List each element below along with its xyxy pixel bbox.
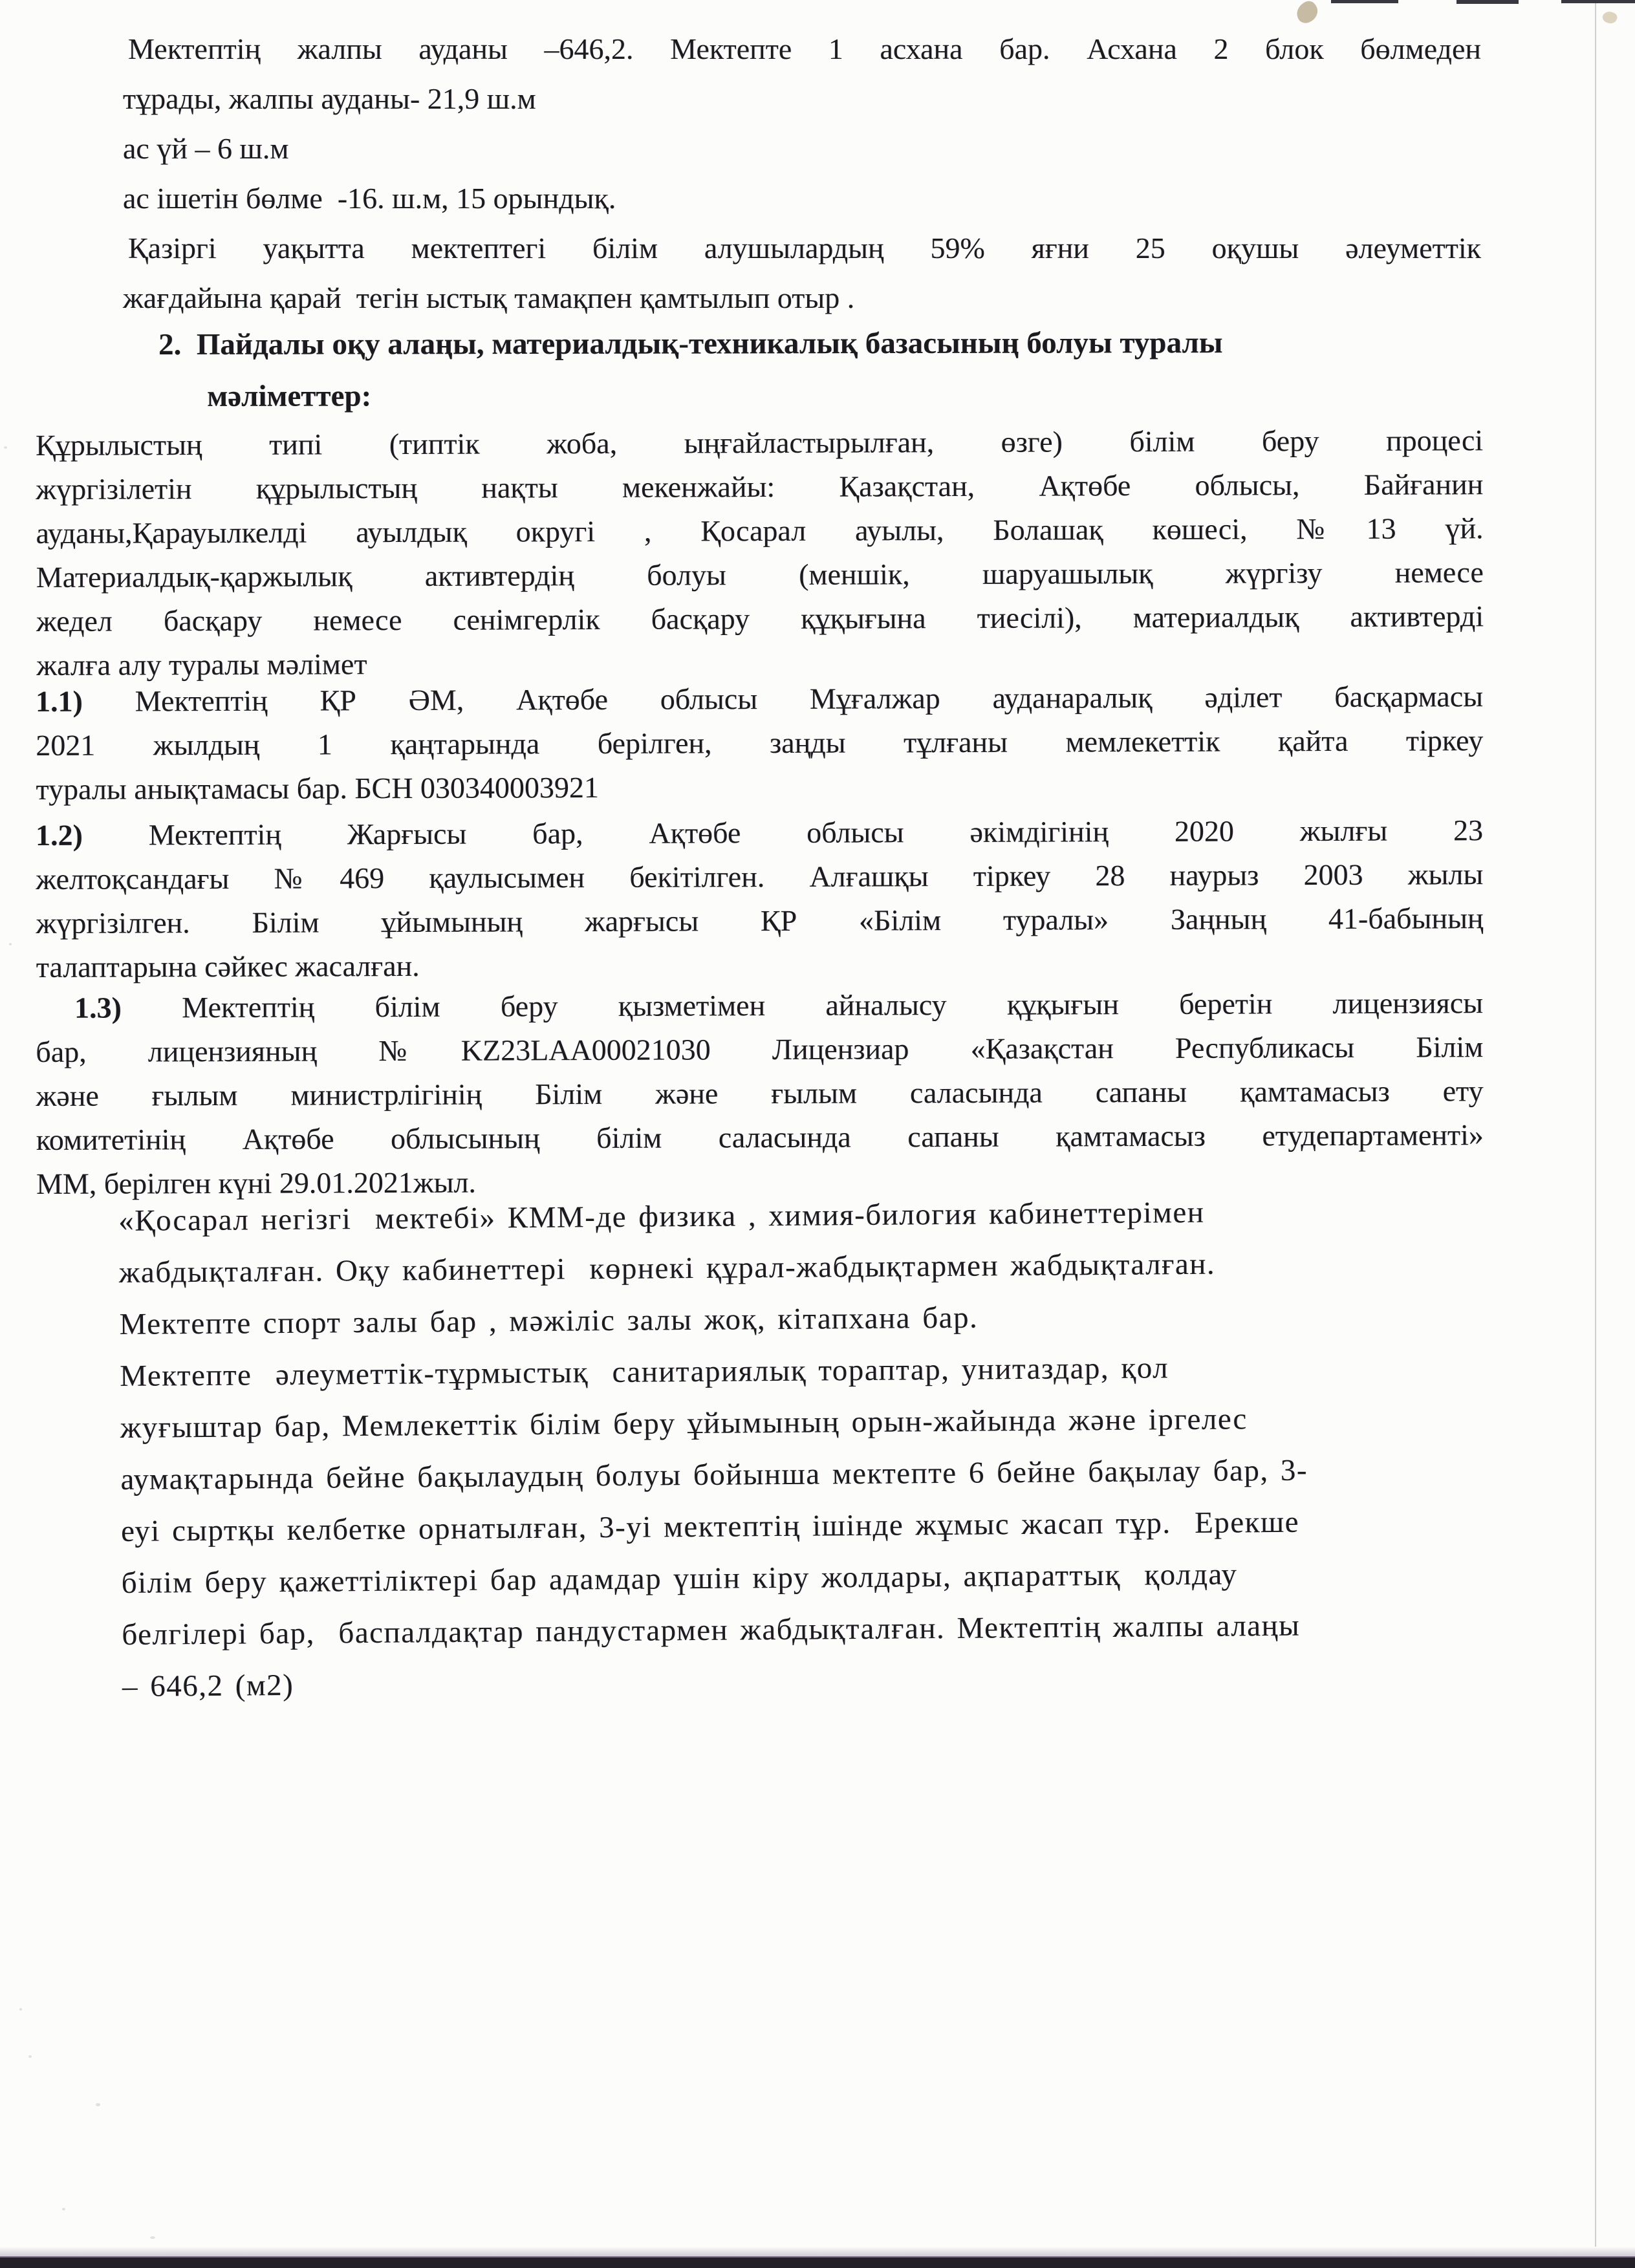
paragraph-item-1-3 (36, 981, 1484, 1206)
paragraph-item-1-2 (36, 808, 1484, 989)
text-line: талаптарына сәйкес жасалған. (36, 949, 420, 984)
paragraph-building-info (36, 418, 1484, 687)
scan-top-edge-mark (1331, 0, 1398, 3)
text-line: Құрылыстың типі (типтік жоба, ыңғайластырылған, өзге) білім беру процесі (36, 424, 1484, 462)
scan-speck (19, 2008, 22, 2011)
text-line: тұрады, жалпы ауданы- 21,9 ш.м (123, 82, 536, 115)
scan-speck (150, 2236, 155, 2239)
text-line: 2021 жылдың 1 қаңтарында берілген, заңды тұлғаны мемлекеттік қайта тіркеу (36, 724, 1484, 762)
paragraph-item-1-1 (36, 675, 1484, 812)
text-line: бар, лицензияның №KZ23LAA00021030 Лицензиар «Қазақстан Республикасы Білім (36, 1030, 1484, 1068)
scan-speck (96, 2103, 100, 2106)
text-line: Мектепте әлеуметтік-тұрмыстық санитариялық тораптар, унитаздар, қол (119, 1351, 1169, 1393)
scan-top-edge-mark (1456, 0, 1519, 4)
scan-bottom-edge-bar (0, 2256, 1635, 2268)
text-line: аумақтарында бейне бақылаудың болуы бойынша мектепте 6 бейне бақылау бар, 3- (120, 1453, 1308, 1496)
scan-speck (4, 446, 7, 449)
scan-smudge (1292, 0, 1321, 27)
paragraph-intro (123, 24, 1481, 323)
scan-top-edge-mark (1561, 0, 1635, 3)
text-line: ММ, берілген күні 29.01.2021жыл. (36, 1165, 477, 1200)
text-line: жедел басқару немесе сенімгерлік басқару құқығына тиесілі), материалдық активтерді (36, 599, 1484, 638)
text-line: ас ішетін бөлме -16. ш.м, 15 орындық. (123, 182, 616, 215)
scan-page-edge-line (1595, 0, 1596, 2252)
scan-smudge (1601, 10, 1619, 25)
list-number: 1.3) (74, 991, 122, 1024)
text-line: Қазіргі уақытта мектептегі білім алушылардың 59% яғни 25 оқушы әлеуметтік (128, 232, 1481, 265)
text-line: – 646,2 (м2) (122, 1668, 294, 1703)
text-line: жалға алу туралы мәлімет (36, 647, 367, 682)
text-line: жүргізілген. Білім ұйымының жарғысы ҚР «Білім туралы» Заңның 41-бабының (36, 902, 1484, 940)
text-line: 2. Пайдалы оқу алаңы, материалдық-техникалық базасының болуы туралы (158, 326, 1223, 362)
text-line: Мектептің жалпы ауданы –646,2. Мектепте 1 асхана бар. Асхана 2 блок бөлмеден (128, 32, 1481, 65)
scan-speck (9, 943, 12, 945)
text-line: комитетінің Ақтөбе облысының білім саласында сапаны қамтамасыз етудепартаменті» (36, 1118, 1484, 1156)
paragraph-section-heading (158, 316, 1484, 422)
text-line: Материалдық-қаржылық активтердің болуы (меншік, шаруашылық жүргізу немесе (36, 556, 1484, 594)
text-line: 1.1) Мектептің ҚР ӘМ, Ақтөбе облысы Мұғалжар ауданаралық әділет басқармасы (36, 680, 1484, 718)
text-line: белгілері бар, баспалдақтар пандустармен жабдықталған. Мектептің жалпы алаңы (122, 1608, 1301, 1652)
text-line: желтоқсандағы №469 қаулысымен бекітілген. Алғашқы тіркеу 28 наурыз 2003 жылы (36, 858, 1484, 896)
text-line: 1.3) Мектептің білім беру қызметімен айналысу құқығын беретін лицензиясы (74, 986, 1484, 1024)
text-line: ас үй – 6 ш.м (123, 132, 289, 165)
text-line: ауданы,Қарауылкелді ауылдық округі , Қосарал ауылы, Болашақ көшесі, №13 үй. (36, 512, 1484, 550)
text-line: Мектепте спорт залы бар , мәжіліс залы жоқ, кітапхана бар. (119, 1301, 979, 1341)
text-line: мәліметтер: (207, 379, 372, 413)
list-number: 1.2) (36, 818, 83, 852)
text-line: жабдықталған. Оқу кабинеттері көрнекі құрал-жабдықтармен жабдықталған. (118, 1247, 1216, 1290)
scan-speck (28, 2055, 32, 2058)
text-line: «Қосарал негізгі мектебі» КММ-де физика , химия-билогия кабинеттерімен (118, 1195, 1205, 1238)
list-number: 1.1) (36, 684, 83, 718)
text-line: білім беру қажеттіліктері бар адамдар үшін кіру жолдары, ақпараттық қолдау (121, 1557, 1238, 1600)
text-line: жуғыштар бар, Мемлекеттік білім беру ұйымының орын-жайында және іргелес (120, 1402, 1248, 1445)
text-line: жүргізілетін құрылыстың нақты мекенжайы: Қазақстан, Ақтөбе облысы, Байғанин (36, 468, 1484, 506)
text-line: еуі сыртқы келбетке орнатылған, 3-уі мектептің ішінде жұмыс жасап тұр. Ерекше (120, 1505, 1300, 1548)
scan-speck (62, 2208, 65, 2210)
text-line: жағдайына қарай тегін ыстық тамақпен қамтылып отыр . (123, 281, 855, 314)
scan-bottom-haze (0, 2247, 1635, 2257)
text-line: 1.2) Мектептің Жарғысы бар, Ақтөбе облысы әкімдігінің 2020 жылғы 23 (36, 814, 1484, 852)
text-line: және ғылым министрлігінің Білім және ғылым саласында сапаны қамтамасыз ету (36, 1074, 1484, 1112)
paragraph-facilities (118, 1184, 1532, 1712)
text-line: туралы анықтамасы бар. БСН 030340003921 (36, 770, 600, 806)
